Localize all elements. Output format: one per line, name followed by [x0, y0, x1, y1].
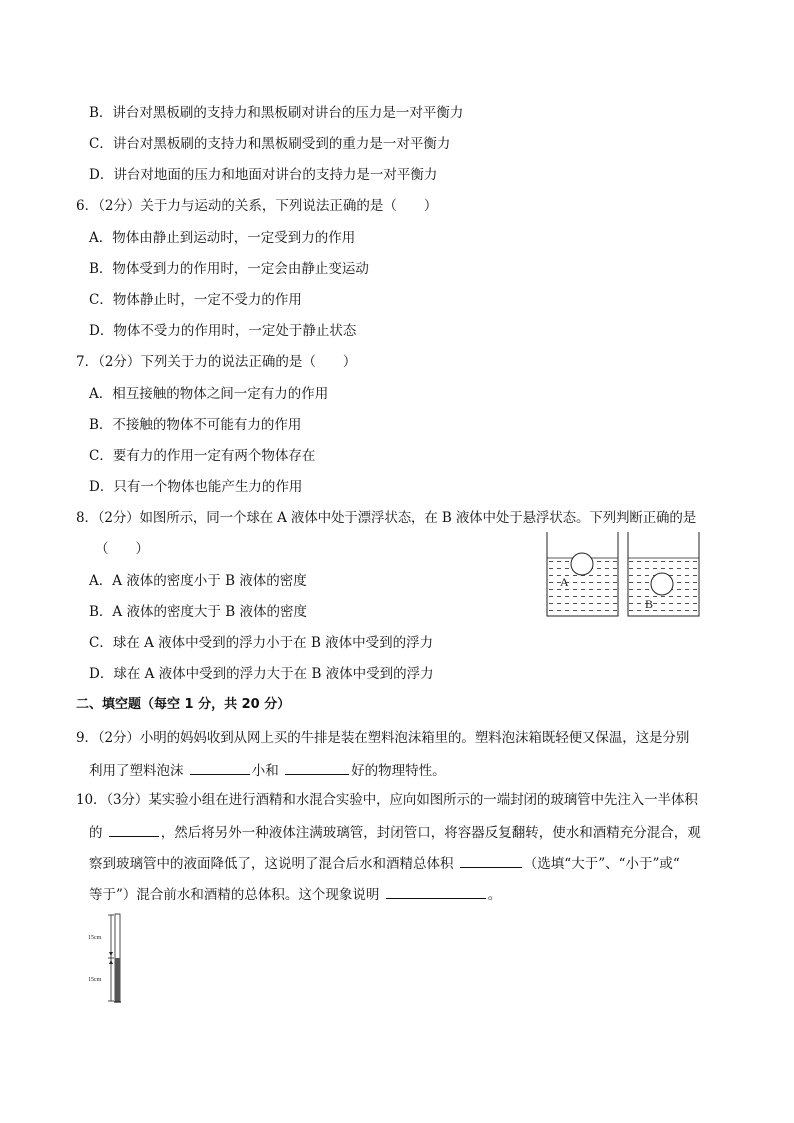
q9-text-b: 小和 [251, 763, 279, 779]
q9-blank-2[interactable] [285, 760, 349, 775]
q7-option-d: D．只有一个物体也能产生力的作用 [89, 479, 303, 495]
q10-blank-2[interactable] [460, 853, 522, 868]
q5-option-c: C．讲台对黑板刷的支持力和黑板刷受到的重力是一对平衡力 [89, 136, 451, 152]
q10-text-d: （选填“大于”、“小于”或“ [523, 856, 680, 872]
q10-line1: 10．（3分）某实验小组在进行酒精和水混合实验中，应向如图所示的一端封闭的玻璃管中先注入一半体积 [76, 792, 698, 808]
q8-option-c: C．球在 A 液体中受到的浮力小于在 B 液体中受到的浮力 [89, 635, 434, 651]
q6-stem: 6．（2分）关于力与运动的关系，下列说法正确的是（ ） [76, 198, 438, 214]
q7-stem: 7．（2分）下列关于力的说法正确的是（ ） [76, 354, 357, 370]
q10-text-a: 的 [89, 825, 103, 841]
tube-label-bottom: 15cm [88, 977, 102, 983]
q8-bracket: （ ） [95, 541, 149, 557]
tube-label-top: 15cm [88, 935, 102, 941]
section-title: 二、填空题（每空 1 分，共 20 分） [76, 697, 291, 712]
q9-line1: 9．（2分）小明的妈妈收到从网上买的牛排是装在塑料泡沫箱里的。塑料泡沫箱既轻便又保温，这是分别 [76, 730, 690, 746]
q6-option-d: D．物体不受力的作用时，一定处于静止状态 [89, 323, 357, 339]
beaker-a [547, 532, 618, 616]
q10-line3 [89, 853, 680, 873]
q8-stem: 8．（2分）如图所示，同一个球在 A 液体中处于漂浮状态，在 B 液体中处于悬浮状态。下列判断正确的是 [76, 510, 697, 526]
q9-blank-1[interactable] [190, 760, 250, 775]
q6-option-c: C．物体静止时，一定不受力的作用 [89, 292, 302, 308]
q8-beaker-figure [540, 530, 710, 622]
q10-blank-3[interactable] [386, 884, 486, 899]
ball-b [651, 573, 673, 595]
q5-option-d: D．讲台对地面的压力和地面对讲台的支持力是一对平衡力 [89, 167, 438, 183]
q7-option-c: C．要有力的作用一定有两个物体存在 [89, 448, 316, 464]
q7-option-a: A．相互接触的物体之间一定有力的作用 [89, 386, 329, 402]
beaker-b [628, 532, 699, 616]
q10-text-f: 。 [487, 887, 502, 903]
q10-tube-figure [86, 912, 126, 1004]
glass-tube [114, 914, 121, 1002]
label-b: B [645, 597, 654, 611]
q6-option-b: B．物体受到力的作用时，一定会由静止变运动 [89, 261, 369, 277]
q8-option-a: A．A 液体的密度小于 B 液体的密度 [89, 573, 307, 589]
q7-option-b: B．不接触的物体不可能有力的作用 [89, 417, 302, 433]
q10-blank-1[interactable] [109, 822, 159, 837]
q9-line2 [89, 760, 446, 780]
q6-option-a: A．物体由静止到运动时，一定受到力的作用 [89, 230, 356, 246]
ball-a [571, 553, 593, 575]
q10-line4 [89, 884, 501, 904]
q8-option-b: B．A 液体的密度大于 B 液体的密度 [89, 604, 307, 620]
q5-option-b: B．讲台对黑板刷的支持力和黑板刷对讲台的压力是一对平衡力 [89, 105, 464, 121]
q10-text-b: ，然后将另外一种液体注满玻璃管，封闭管口，将容器反复翻转，使水和酒精充分混合，观 [160, 825, 701, 841]
q9-text-c: 好的物理特性。 [351, 763, 446, 779]
label-a: A [560, 575, 569, 589]
q10-text-c: 察到玻璃管中的液面降低了，这说明了混合后水和酒精总体积 [89, 856, 454, 872]
q10-text-e: 等于”）混合前水和酒精的总体积。这个现象说明 [89, 887, 380, 903]
q8-option-d: D．球在 A 液体中受到的浮力大于在 B 液体中受到的浮力 [89, 666, 434, 682]
q9-text-a: 利用了塑料泡沫 [89, 763, 184, 779]
q10-line2 [89, 822, 701, 842]
